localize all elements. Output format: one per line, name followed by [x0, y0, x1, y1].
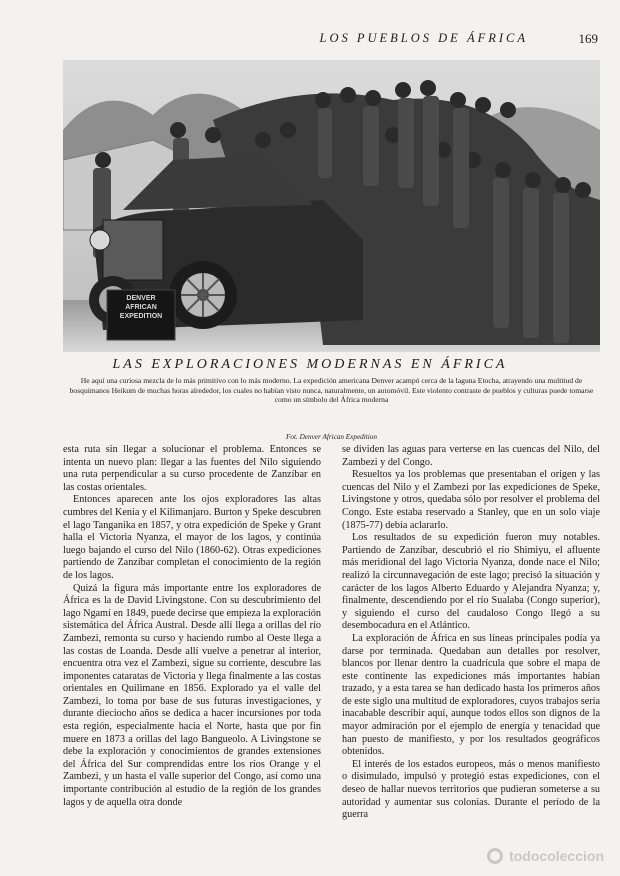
- paragraph: La exploración de África en sus líneas principales podía ya darse por terminada. Quedaban aun detalles por resolver, blancos por llenar dentro la cuadrícula que sobre el mapa de este continente las expediciones más importantes habían trazado, y a esta tarea se han dedicado hasta los primeros años de este siglo una multitud de exploradores, cuyos trabajos sería inacabable describir aquí, aunque todos ellos son dignos de la mayor admiración por el ejemplo de energía y tenacidad que han puesto de manifiesto, y por los resultados geográficos obtenidos.: [342, 632, 600, 758]
- text-column-right: [342, 444, 600, 822]
- watermark-logo-icon: [487, 848, 503, 864]
- paragraph: Los resultados de su expedición fueron muy notables. Partiendo de Zanzíbar, descubrió el río Shimiyu, el afluente más meridional del lago Victoria Nyanza, donde nace el Nilo; realizó la circunnavegación de este lago; precisó la situación y carácter de los lagos Alberto Eduardo y Alejandra Nyanza; y, finalmente, descendiendo por el río Sualaba (Congo superior), y siguiendo el curso del caudaloso Congo llegó a su desembocadura en el Atlántico.: [342, 532, 600, 632]
- caption-title: LAS EXPLORACIONES MODERNAS EN ÁFRICA: [112, 357, 508, 372]
- text-column-left: [63, 444, 321, 809]
- paragraph: esta ruta sin llegar a solucionar el problema. Entonces se intenta un nuevo plan: llegar a las fuentes del Nilo siguiendo una ruta perpendicular a su curso procedente de Zanzíbar en las costas orientales.: [63, 444, 321, 493]
- running-title: LOS PUEBLOS DE ÁFRICA: [319, 31, 528, 45]
- paragraph: Entonces aparecen ante los ojos exploradores las altas cumbres del Kenia y el Kilimanjaro. Burton y Speke descubren el lago Tanganika en 1857, y otra expedición de Speke y Grant halla el Victoria Nyanza, el mayor de los lagos, y continúa luego bajando el curso del Nilo (1860-62). Otras expediciones partiendo de Zanzíbar completan el conocimiento de la región de los lagos.: [63, 494, 322, 581]
- expedition-photo: [63, 60, 600, 352]
- paragraph: Resueltos ya los problemas que presentaban el origen y las cuencas del Nilo y el Zambezi por las expediciones de Speke, Livingstone y otros, quedaba sólo por resolver el problema del Congo. Este estaba reservado a Stanley, que en un solo viaje (1875-77) debía aclararlo.: [342, 469, 600, 531]
- watermark: [487, 848, 604, 864]
- watermark-text: todocoleccion: [509, 848, 604, 864]
- photo-credit: Fot. Denver African Expedition: [286, 433, 377, 441]
- page-header: [0, 31, 620, 51]
- page-number: 169: [578, 31, 598, 46]
- caption-text: He aquí una curiosa mezcla de lo más primitivo con lo más moderno. La expedición americana Denver acampó cerca de la laguna Etocha, atrayendo una multitud de bosquimanos Heikum de muchas horas alrededor, los cuales no habían visto nunca, naturalmente, un automóvil. Este violento contraste de pueblos y culturas puede tomarse como un símbolo del África moderna: [69, 376, 594, 405]
- vehicle-plate-text: DENVER AFRICAN EXPEDITION: [119, 295, 163, 320]
- paragraph: Quizá la figura más importante entre los exploradores de África es la de David Livingstone. Con su descubrimiento del lago Ngamí en 1849, puede decirse que empieza la exploración sistemática del África Austral. Desde allí llega a orillas del río Zambezi, remonta su curso y haciendo rumbo al Oeste llega a las costas de Loanda. Desde allí vuelve a penetrar al interior, encuentra otra vez el Zambezi, sigue su corriente, descubre las imponentes cataratas de Victoria y llega finalmente a las costas orientales en Quilimane en 1856. Explorado ya el valle del Zambezi, lo toma por base de sus futuras investigaciones, y durante dieciocho años se dedica a hacer incursiones por toda esta región, especialmente hacia el Norte, hasta que por fin muere en 1873 a orillas del lago Bangueolo. A Livingstone se debe la exploración y conocimientos de grandes extensiones del África del Sur comprendidas entre los ríos Orange y el Zambezi, y un hasta el valle superior del Congo, así como una importante contribución al estudio de la región de los grandes lagos y de aquella otra donde: [63, 582, 321, 808]
- paragraph: se dividen las aguas para verterse en las cuencas del Nilo, del Zambezi y del Congo.: [342, 444, 600, 468]
- paragraph: El interés de los estados europeos, más o menos manifiesto o disimulado, impulsó y protegió estas expediciones, con el deseo de hallar nuevos territorios que pudieran someterse a su autoridad y aumentar sus colonias. Durante el período de la guerra: [342, 758, 600, 821]
